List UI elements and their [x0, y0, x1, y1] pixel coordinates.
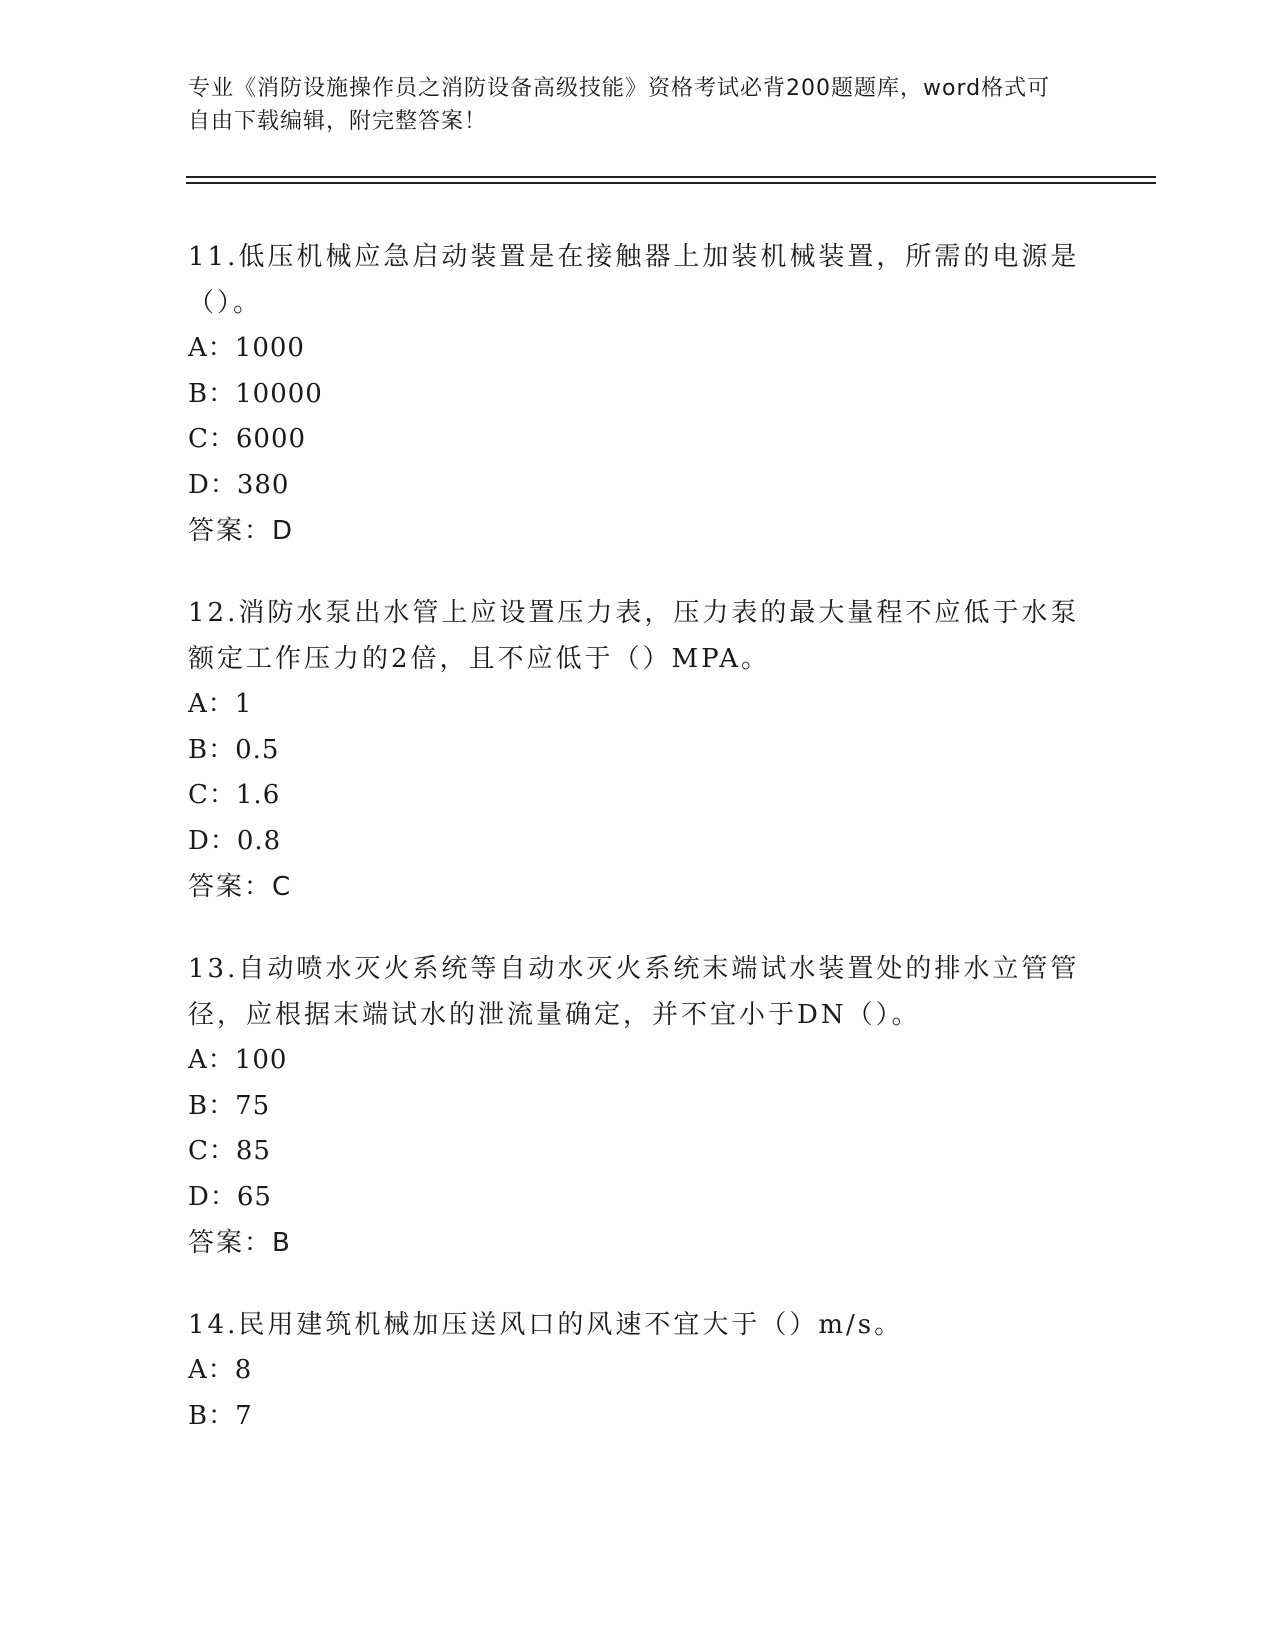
question-stem: 13.自动喷水灭火系统等自动水灭火系统末端试水装置处的排水立管管径，应根据末端试水的泄流量确定，并不宜小于DN（）。 [188, 954, 1080, 1030]
question-13 [188, 946, 1088, 1266]
option-d: D：0.8 [188, 825, 282, 856]
option-b: B：75 [188, 1090, 271, 1121]
answer: 答案：D [188, 516, 295, 546]
question-14 [188, 1302, 1088, 1439]
question-stem: 14.民用建筑机械加压送风口的风速不宜大于（）m/s。 [188, 1310, 904, 1340]
question-12 [188, 590, 1088, 910]
option-a: A：1 [188, 689, 253, 719]
document-header: 专业《消防设施操作员之消防设备高级技能》资格考试必背200题题库，word格式可自由下载编辑，附完整答案！ [188, 76, 1051, 134]
option-a: A：8 [188, 1355, 253, 1385]
option-d: D：380 [188, 469, 290, 500]
option-b: B：0.5 [188, 734, 280, 765]
option-b: B：10000 [188, 378, 323, 409]
option-a: A：100 [188, 1045, 288, 1075]
question-list [188, 234, 1088, 1475]
option-c: C：1.6 [188, 780, 281, 810]
option-d: D：65 [188, 1181, 272, 1212]
header-divider [186, 182, 1156, 184]
header-divider [186, 176, 1156, 178]
option-c: C：6000 [188, 424, 307, 454]
question-stem: 11.低压机械应急启动装置是在接触器上加装机械装置，所需的电源是（）。 [188, 242, 1080, 318]
answer: 答案：C [188, 872, 293, 902]
answer: 答案：B [188, 1228, 292, 1258]
question-11 [188, 234, 1088, 554]
option-c: C：85 [188, 1136, 271, 1166]
question-stem: 12.消防水泵出水管上应设置压力表，压力表的最大量程不应低于水泵额定工作压力的2倍，且不应低于（）MPA。 [188, 598, 1080, 674]
option-b: B：7 [188, 1400, 253, 1431]
option-a: A：1000 [188, 333, 305, 363]
